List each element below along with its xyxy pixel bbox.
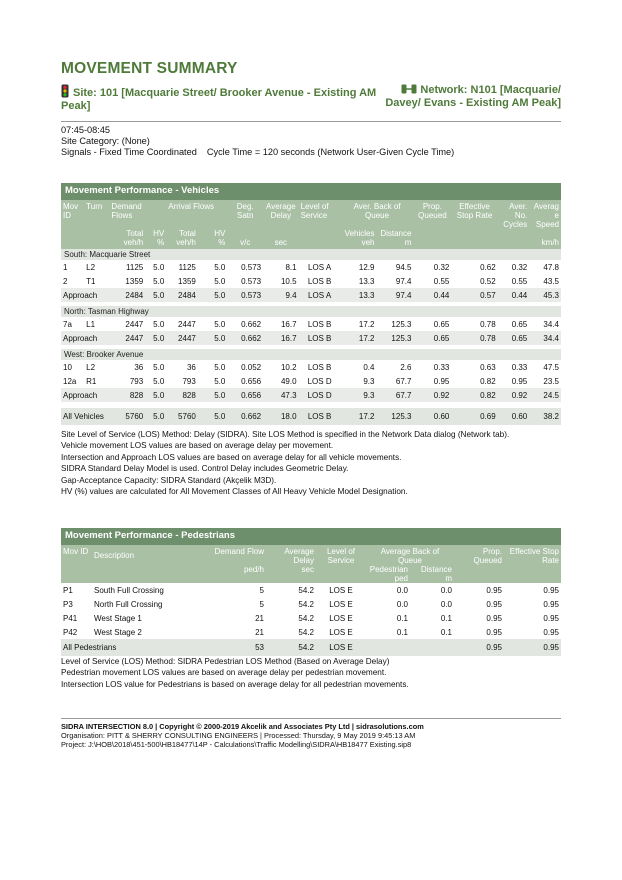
note-line: Level of Service (LOS) Method: SIDRA Pedestrian LOS Method (Based on Average Delay) (61, 657, 390, 666)
cell-queue-vehicles: 9.3 (363, 376, 375, 386)
col-turn: Turn (84, 200, 109, 229)
col-deg: Deg. Satn (227, 200, 263, 229)
table-row (61, 597, 561, 611)
cell-demand-total: 36 (134, 362, 144, 372)
cell-arrival-hv: 5.0 (198, 388, 227, 402)
cell-avg-delay: 49.0 (280, 376, 297, 386)
approach-group-row (61, 349, 561, 360)
unit-m: m (376, 238, 413, 249)
cell-avg-speed: 47.8 (543, 262, 559, 272)
cell-avg-delay: 18.0 (263, 408, 298, 425)
unit-ped: ped (394, 574, 408, 583)
pedestrians-units-row (61, 565, 561, 583)
cell-demand-hv: 5.0 (145, 331, 166, 345)
approach-label: Approach (61, 288, 109, 302)
site-meta (61, 125, 454, 159)
table-row (61, 360, 561, 374)
cell-demand-total: 1125 (126, 262, 144, 272)
cell-demand-hv: 5.0 (145, 408, 166, 425)
note-line: Gap-Acceptance Capacity: SIDRA Standard (Akçelik M3D). (61, 475, 277, 485)
cell-avg-speed: 23.5 (543, 376, 559, 386)
cell-prop-queued: 0.33 (433, 362, 450, 372)
network-label: Network: N101 [Macquarie/ Davey/ Evans - Existing AM Peak] (385, 84, 561, 109)
cell-mov-id: 10 (63, 362, 72, 372)
divider (61, 121, 561, 122)
table-row (61, 260, 561, 274)
ped-col-queue: Average Back of Queue (366, 545, 454, 565)
cell-arrival-hv: 5.0 (198, 288, 227, 302)
footer (61, 722, 424, 750)
sub-total2: Total (166, 229, 198, 238)
pedestrians-column-header-row (61, 545, 561, 565)
cell-deg-satn: 0.662 (227, 331, 263, 345)
cell-avg-delay: 16.7 (280, 319, 297, 329)
cell-demand-flow: 5 (259, 599, 264, 609)
cell-avg-delay: 10.5 (280, 276, 297, 286)
pedestrians-table-title: Movement Performance - Pedestrians (61, 528, 561, 545)
cell-aver-cycles: 0.92 (498, 388, 530, 402)
cell-queue-vehicles: 17.2 (341, 331, 377, 345)
cell-mov-id: P42 (63, 627, 78, 637)
cell-avg-speed: 45.3 (529, 288, 561, 302)
note-line: Intersection LOS value for Pedestrians is based on average delay for all pedestrian movements. (61, 679, 409, 689)
cell-prop-queued: 0.95 (486, 585, 502, 595)
note-line: Site Level of Service (LOS) Method: Delay (SIDRA). Site LOS Method is specified in the Network Data dialog (Network tab). (61, 430, 510, 439)
vehicles-column-header-row (61, 200, 561, 229)
col-eff: Effective Stop Rate (451, 200, 497, 229)
col-arrival: Arrival Flows (166, 200, 227, 229)
cell-demand-flow: 53 (212, 639, 266, 656)
unit-pct: % (145, 238, 166, 249)
cell-queue-vehicles: 0.4 (363, 362, 375, 372)
cycle-time: Cycle Time = 120 seconds (Network User-Given Cycle Time) (206, 147, 455, 158)
unit-pedh: ped/h (212, 565, 266, 583)
cell-queue-distance: 125.3 (376, 408, 413, 425)
table-row (61, 611, 561, 625)
cell-stop-rate: 0.62 (480, 262, 496, 272)
cell-queue-ped: 0.1 (396, 613, 408, 623)
cell-los: LOS D (299, 388, 341, 402)
ped-col-demand: Demand Flow (212, 545, 266, 565)
cell-turn: L1 (86, 319, 96, 329)
cell-los: LOS B (307, 319, 332, 329)
cell-avg-delay: 54.2 (266, 639, 316, 656)
cell-avg-delay: 54.2 (298, 585, 314, 595)
cell-queue-vehicles: 13.3 (358, 276, 375, 286)
unit-vehh: veh/h (109, 238, 145, 249)
col-mov: Mov ID (61, 200, 84, 229)
cell-los: LOS E (316, 639, 366, 656)
cell-stop-rate: 0.57 (451, 288, 497, 302)
cell-demand-hv: 5.0 (153, 262, 165, 272)
cell-prop-queued: 0.65 (413, 331, 451, 345)
cell-los: LOS B (299, 408, 341, 425)
cell-avg-delay: 16.7 (263, 331, 298, 345)
total-label: All Pedestrians (61, 639, 212, 656)
cell-queue-distance: 97.4 (376, 288, 413, 302)
total-label: All Vehicles (61, 408, 109, 425)
cell-los: LOS B (307, 362, 332, 372)
cell-prop-queued: 0.95 (486, 627, 502, 637)
cell-avg-speed: 34.4 (529, 331, 561, 345)
footer-copyright: SIDRA INTERSECTION 8.0 | Copyright © 2000-2019 Akcelik and Associates Pty Ltd | sidrasolutions.com (61, 722, 424, 731)
cell-deg-satn: 0.052 (241, 362, 262, 372)
cell-demand-total: 828 (109, 388, 145, 402)
network-signals-icon (401, 84, 417, 94)
cell-los: LOS E (329, 627, 353, 637)
cell-avg-delay: 54.2 (298, 613, 314, 623)
cell-stop-rate: 0.95 (504, 639, 561, 656)
cell-turn: L2 (86, 362, 96, 372)
cell-stop-rate: 0.95 (543, 599, 559, 609)
cell-queue-vehicles: 17.2 (358, 319, 375, 329)
sub-hv2: HV (198, 229, 227, 238)
cell-queue-ped: 0.0 (396, 599, 408, 609)
cell-description: West Stage 2 (94, 627, 142, 637)
table-row (61, 317, 561, 331)
signals-info (61, 147, 454, 158)
note-line: Intersection and Approach LOS values are based on average delay for all vehicle movements. (61, 452, 402, 462)
cell-arrival-hv: 5.0 (214, 362, 226, 372)
col-queue: Aver. Back of Queue (341, 200, 414, 229)
col-delay: Average Delay (263, 200, 298, 229)
approach-name: South: Macquarie Street (61, 249, 561, 260)
cell-demand-hv: 5.0 (153, 376, 165, 386)
cell-queue-distance: 0.1 (440, 613, 452, 623)
cell-mov-id: P41 (63, 613, 78, 623)
site-category: Site Category: (None) (61, 136, 150, 147)
cell-demand-total: 793 (129, 376, 144, 386)
ped-sub-ped (366, 565, 410, 583)
ped-col-prop: Prop. Queued (454, 545, 504, 565)
cell-aver-cycles: 0.65 (498, 331, 530, 345)
cell-avg-speed: 38.2 (529, 408, 561, 425)
cell-queue-distance: 0.0 (440, 585, 452, 595)
sub-hv: HV (145, 229, 166, 238)
cell-prop-queued: 0.95 (433, 376, 450, 386)
cell-demand-flow: 21 (255, 613, 264, 623)
note-line: Pedestrian movement LOS values are based on average delay per pedestrian movement. (61, 668, 387, 678)
cell-los: LOS A (299, 288, 341, 302)
cell-avg-speed: 24.5 (529, 388, 561, 402)
cell-avg-delay: 54.2 (298, 599, 314, 609)
cell-prop-queued: 0.32 (433, 262, 450, 272)
cell-arrival-hv: 5.0 (214, 276, 226, 286)
approach-label: Approach (61, 388, 109, 402)
cell-queue-distance: 0.1 (440, 627, 452, 637)
cell-queue-vehicles: 17.2 (341, 408, 377, 425)
unit-veh: veh (341, 238, 377, 249)
unit-pct: % (198, 238, 227, 249)
cell-aver-cycles: 0.32 (511, 262, 528, 272)
cell-description: North Full Crossing (94, 599, 163, 609)
footer-organisation: Organisation: PITT & SHERRY CONSULTING ENGINEERS | Processed: Thursday, 9 May 2019 9:45:13 AM (61, 731, 416, 741)
cell-demand-flow: 5 (259, 585, 264, 595)
cell-queue-distance: 67.7 (376, 388, 413, 402)
cell-stop-rate: 0.82 (451, 388, 497, 402)
sub-distance: Distance (376, 229, 413, 238)
cell-arrival-total: 2447 (178, 319, 196, 329)
col-speed: Averag e Speed (529, 200, 561, 229)
traffic-signal-icon (61, 84, 69, 98)
cell-queue-vehicles: 13.3 (341, 288, 377, 302)
cell-demand-hv: 5.0 (145, 288, 166, 302)
cell-deg-satn: 0.573 (241, 276, 262, 286)
cell-demand-hv: 5.0 (153, 362, 165, 372)
cell-turn: T1 (86, 276, 96, 286)
vehicles-table-title: Movement Performance - Vehicles (61, 183, 561, 200)
table-row (61, 274, 561, 288)
cell-queue-distance: 97.4 (395, 276, 412, 286)
ped-col-los: Level of Service (316, 545, 366, 565)
cell-arrival-hv: 5.0 (214, 376, 226, 386)
ped-col-eff: Effective Stop Rate (504, 545, 561, 565)
cell-arrival-hv: 5.0 (214, 262, 226, 272)
cell-arrival-total: 1359 (178, 276, 196, 286)
cell-prop-queued: 0.92 (413, 388, 451, 402)
cell-queue-distance: 125.3 (391, 319, 412, 329)
cell-mov-id: 7a (63, 319, 72, 329)
note-line: Vehicle movement LOS values are based on average delay per movement. (61, 441, 334, 451)
all-pedestrians-row (61, 639, 561, 656)
site-label: Site: 101 [Macquarie Street/ Brooker Avenue - Existing AM Peak] (61, 87, 377, 112)
cell-stop-rate: 0.52 (480, 276, 496, 286)
cell-los: LOS E (329, 599, 353, 609)
cell-prop-queued: 0.95 (486, 599, 502, 609)
cell-los: LOS E (329, 613, 353, 623)
sub-distance: Distance (420, 565, 452, 574)
sub-vehicles: Vehicles (341, 229, 377, 238)
approach-total-row (61, 288, 561, 302)
cell-avg-delay: 8.1 (285, 262, 297, 272)
cell-queue-ped: 0.0 (396, 585, 408, 595)
ped-col-mov: Mov ID (61, 545, 92, 565)
report-header (61, 60, 561, 118)
cell-arrival-total: 5760 (166, 408, 198, 425)
cell-aver-cycles: 0.33 (511, 362, 528, 372)
cell-stop-rate: 0.95 (543, 613, 559, 623)
cell-queue-distance: 67.7 (395, 376, 412, 386)
approach-total-row (61, 331, 561, 345)
cell-stop-rate: 0.95 (543, 585, 559, 595)
cell-arrival-total: 36 (186, 362, 196, 372)
cell-arrival-total: 1125 (178, 262, 196, 272)
cell-demand-total: 2447 (109, 331, 145, 345)
cell-aver-cycles: 0.95 (511, 376, 528, 386)
cell-deg-satn: 0.573 (241, 262, 262, 272)
cell-demand-flow: 21 (255, 627, 264, 637)
cell-los: LOS E (329, 585, 353, 595)
table-row (61, 625, 561, 639)
cell-demand-total: 1359 (125, 276, 144, 286)
ped-sub-dist (410, 565, 454, 583)
cell-demand-hv: 5.0 (153, 319, 165, 329)
cell-demand-total: 2484 (109, 288, 145, 302)
cell-avg-speed: 43.5 (543, 276, 559, 286)
col-los: Level of Service (299, 200, 341, 229)
cell-prop-queued: 0.60 (413, 408, 451, 425)
cell-stop-rate: 0.82 (480, 376, 496, 386)
vehicle-notes (61, 429, 509, 497)
table-row (61, 583, 561, 597)
cell-arrival-total: 2484 (166, 288, 198, 302)
cell-arrival-total: 828 (166, 388, 198, 402)
cell-demand-hv: 5.0 (145, 388, 166, 402)
cell-deg-satn: 0.656 (227, 388, 263, 402)
cell-aver-cycles: 0.65 (511, 319, 528, 329)
sub-pedestrian: Pedestrian (369, 565, 408, 574)
cell-mov-id: P1 (63, 585, 73, 595)
cell-aver-cycles: 0.55 (511, 276, 528, 286)
cell-arrival-hv: 5.0 (198, 408, 227, 425)
cell-arrival-total: 793 (182, 376, 196, 386)
unit-vehh: veh/h (166, 238, 198, 249)
cell-los: LOS B (307, 276, 332, 286)
cell-los: LOS A (308, 262, 332, 272)
cell-queue-ped (366, 639, 410, 656)
note-line: SIDRA Standard Delay Model is used. Control Delay includes Geometric Delay. (61, 464, 349, 474)
col-cycles: Aver. No. Cycles (498, 200, 530, 229)
cell-mov-id: P3 (63, 599, 73, 609)
network-title (381, 84, 561, 110)
page-title: MOVEMENT SUMMARY (61, 60, 238, 77)
cell-stop-rate: 0.78 (480, 319, 496, 329)
cell-stop-rate: 0.78 (451, 331, 497, 345)
approach-group-row (61, 306, 561, 317)
cell-prop-queued: 0.44 (413, 288, 451, 302)
unit-sec: sec (263, 238, 298, 249)
table-row (61, 374, 561, 388)
cell-mov-id: 2 (63, 276, 68, 286)
vehicles-subheader-row (61, 229, 561, 238)
cell-deg-satn: 0.662 (241, 319, 262, 329)
cell-deg-satn: 0.662 (227, 408, 263, 425)
approach-total-row (61, 388, 561, 402)
cell-description: West Stage 1 (94, 613, 142, 623)
cell-prop-queued: 0.95 (486, 613, 502, 623)
cell-avg-speed: 34.4 (543, 319, 559, 329)
cell-description: South Full Crossing (94, 585, 164, 595)
cell-stop-rate: 0.95 (543, 627, 559, 637)
cell-turn: L2 (86, 262, 96, 272)
cell-mov-id: 1 (63, 262, 68, 272)
cell-queue-distance: 2.6 (400, 362, 412, 372)
site-title (61, 84, 386, 113)
cell-turn: R1 (86, 376, 97, 386)
approach-label: Approach (61, 331, 109, 345)
cell-demand-total: 2447 (125, 319, 144, 329)
cell-stop-rate: 0.63 (480, 362, 496, 372)
vehicles-units-row (61, 238, 561, 249)
approach-name: West: Brooker Avenue (61, 349, 561, 360)
pedestrians-table (61, 528, 561, 656)
cell-demand-total: 5760 (109, 408, 145, 425)
cell-deg-satn: 0.656 (241, 376, 262, 386)
cell-deg-satn: 0.573 (227, 288, 263, 302)
approach-name: North: Tasman Highway (61, 306, 561, 317)
cell-queue-ped: 0.1 (396, 627, 408, 637)
cell-prop-queued: 0.65 (433, 319, 450, 329)
cell-aver-cycles: 0.60 (498, 408, 530, 425)
approach-group-row (61, 249, 561, 260)
cell-avg-delay: 10.2 (280, 362, 297, 372)
time-period: 07:45-08:45 (61, 125, 111, 135)
cell-los: LOS D (307, 376, 332, 386)
unit-sec: sec (266, 565, 316, 583)
col-prop: Prop. Queued (413, 200, 451, 229)
cell-queue-vehicles: 9.3 (341, 388, 377, 402)
vehicles-table (61, 183, 561, 425)
note-line: HV (%) values are calculated for All Movement Classes of All Heavy Vehicle Model Designation. (61, 487, 408, 497)
cell-queue-distance: 125.3 (376, 331, 413, 345)
cell-avg-delay: 9.4 (263, 288, 298, 302)
all-vehicles-row (61, 408, 561, 425)
cell-prop-queued: 0.55 (433, 276, 450, 286)
footer-project: Project: J:\HOB\2018\451-500\HB18477\14P - Calculations\Traffic Modelling\SIDRA\HB18477 Existing.sip8 (61, 740, 412, 750)
cell-arrival-total: 2447 (166, 331, 198, 345)
cell-queue-vehicles: 12.9 (358, 262, 375, 272)
cell-avg-delay: 47.3 (263, 388, 298, 402)
unit-m: m (445, 574, 452, 583)
unit-kmh: km/h (529, 238, 561, 249)
pedestrian-notes (61, 656, 409, 690)
cell-mov-id: 12a (63, 376, 77, 386)
cell-los: LOS B (299, 331, 341, 345)
cell-prop-queued: 0.95 (454, 639, 504, 656)
cell-queue-distance: 0.0 (440, 599, 452, 609)
cell-queue-distance (410, 639, 454, 656)
cell-avg-speed: 47.5 (543, 362, 559, 372)
col-demand: Demand Flows (109, 200, 166, 229)
cell-demand-hv: 5.0 (153, 276, 165, 286)
unit-vc: v/c (227, 238, 263, 249)
cell-aver-cycles: 0.44 (498, 288, 530, 302)
cell-arrival-hv: 5.0 (198, 331, 227, 345)
cell-stop-rate: 0.69 (451, 408, 497, 425)
cell-avg-delay: 54.2 (298, 627, 314, 637)
cell-arrival-hv: 5.0 (214, 319, 226, 329)
footer-divider (61, 718, 561, 719)
ped-col-desc: Description (92, 545, 212, 565)
cell-queue-distance: 94.5 (395, 262, 412, 272)
sub-total: Total (109, 229, 145, 238)
ped-col-delay: Average Delay (266, 545, 316, 565)
signals-type: Signals - Fixed Time Coordinated (61, 147, 197, 158)
